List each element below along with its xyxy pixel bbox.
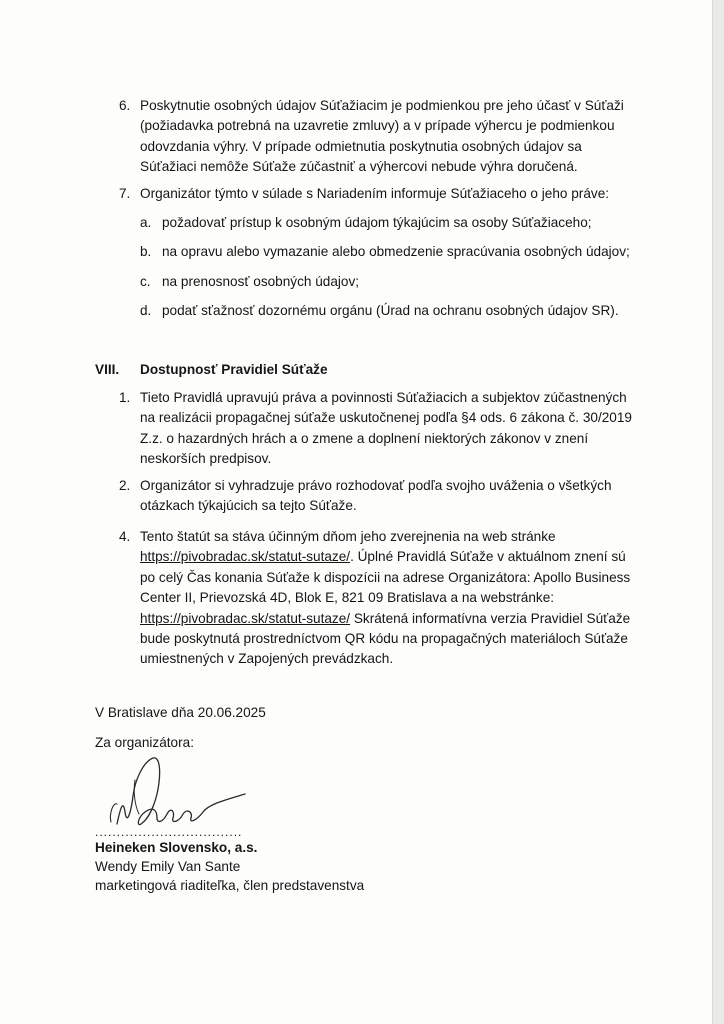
place-date: V Bratislave dňa 20.06.2025 [95,705,266,720]
text-line: bude poskytnutá prostredníctvom QR kódu na propagačných materiáloch Súťaže [140,631,628,647]
list-letter: a. [140,215,152,230]
text-line: Súťažiaci nemôže Súťaže zúčastniť a výhercovi nebude výhra doručená. [140,159,578,175]
text-span: . Úplné Pravidlá Súťaže v aktuálnom znení sú [350,549,626,565]
company-name: Heineken Slovensko, a.s. [95,840,258,855]
text-line: otázkach týkajúcich sa tejto Súťaže. [140,498,357,514]
signature-line: .................................. [95,825,243,839]
text-line: odovzdania výhry. V prípade odmietnutia poskytnutia osobných údajov sa [140,138,582,154]
text-span: Skrátená informatívna verzia Pravidiel Súťaže [350,610,631,626]
statute-link[interactable]: https://pivobradac.sk/statut-sutaze/ [140,549,351,565]
text-line: neskorších predpisov. [140,451,272,467]
text-line: Poskytnutie osobných údajov Súťažiacim je podmienkou pre jeho účasť v Súťaži [140,98,624,113]
text-line: Tento štatút sa stáva účinným dňom jeho zverejnenia na web stránke [140,529,556,544]
list-item: na prenosnosť osobných údajov; [162,274,360,289]
list-letter: d. [140,303,152,318]
text-line [140,609,640,629]
text-line: (požiadavka potrebná na uzavretie zmluvy) a v prípade výhercu je podmienkou [140,118,615,134]
list-item: podať sťažnosť dozornému orgánu (Úrad na ochranu osobných údajov SR). [162,303,619,318]
text-line: umiestnených v Zapojených prevádzkach. [140,651,394,667]
list-letter: c. [140,274,151,289]
text-line: Center II, Prievozská 4D, Blok E, 821 09 Bratislava a na webstránke: [140,590,555,606]
chapter-title: Dostupnosť Pravidiel Súťaže [140,362,328,377]
chapter-8-paragraph-1 [140,388,640,470]
item-number: 4. [119,529,131,544]
signatory-name: Wendy Emily Van Sante [95,859,241,874]
list-item: požadovať prístup k osobným údajom týkajúcim sa osoby Súťažiaceho; [162,215,592,230]
chapter-number: VIII. [95,362,120,377]
section-7-intro: Organizátor týmto v súlade s Nariadením informuje Súťažiaceho o jeho práve: [140,186,610,201]
chapter-8-paragraph-2 [140,476,640,517]
text-line: na realizácii propagačnej súťaže uskutočnenej podľa §4 ods. 6 zákona č. 30/2019 [140,410,632,426]
for-organizer-label: Za organizátora: [95,735,194,750]
text-line: Tieto Pravidlá upravujú práva a povinnosti Súťažiacich a subjektov zúčastnených [140,390,627,405]
list-item: na opravu alebo vymazanie alebo obmedzenie spracúvania osobných údajov; [162,244,630,259]
item-number: 6. [119,98,131,113]
item-number: 7. [119,186,131,201]
signatory-role: marketingová riaditeľka, člen predstavenstva [95,878,365,893]
text-line: po celý Čas konania Súťaže k dispozícii na adrese Organizátora: Apollo Business [140,569,631,585]
text-line: Organizátor si vyhradzuje právo rozhodovať podľa svojho uváženia o všetkých [140,478,612,493]
statute-link[interactable]: https://pivobradac.sk/statut-sutaze/ [140,610,351,626]
chapter-8-paragraph-4 [140,527,640,670]
text-line [140,547,640,567]
section-6-paragraph [140,96,640,178]
item-number: 1. [119,390,131,405]
item-number: 2. [119,478,131,493]
text-line: Z.z. o hazardných hrách a o zmene a doplnení niektorých zákonov v znení [140,430,589,446]
list-letter: b. [140,244,152,259]
